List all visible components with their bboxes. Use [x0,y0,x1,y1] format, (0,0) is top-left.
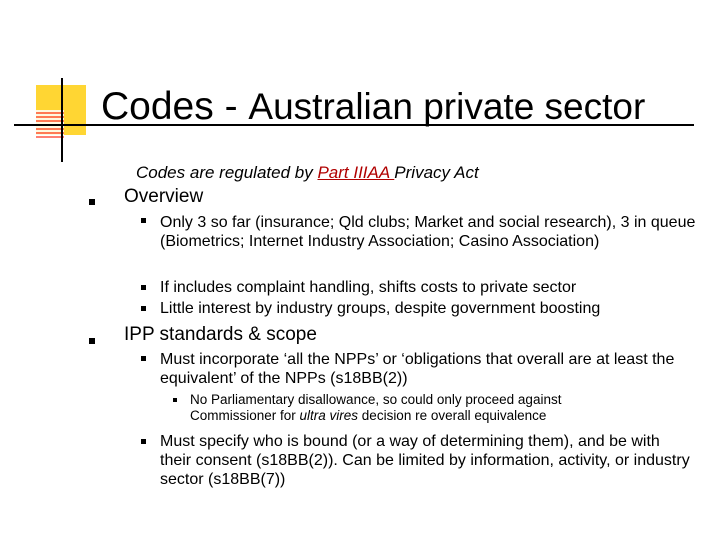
slide-title [101,84,645,129]
bullet-square-icon [141,356,146,361]
bullet-square-icon [141,439,146,444]
subtitle-before: Codes are regulated by [136,163,318,182]
ipp-sub-item-text-1: No Parliamentary disallowance, so could only proceed against Commissioner for [190,392,562,423]
section-heading-overview: Overview [124,186,204,207]
bullet-square-icon [89,338,95,344]
bullet-square-icon [141,285,146,290]
title-part-1: Codes - [101,85,249,128]
ipp-sub-item-text-2: decision re overall equivalence [358,408,547,423]
bullet-square-icon [173,398,177,402]
subtitle-after: Privacy Act [394,163,479,182]
overview-item-2: If includes complaint handling, shifts costs to private sector [160,279,577,296]
ipp-item-2: Must specify who is bound (or a way of determining them), and be with their consent (s18BB(2)). Can be limited by information, activity, or industry sector (s18BB(7)) [160,433,690,488]
bullet-square-icon [141,218,146,223]
bullet-square-icon [89,199,95,205]
subtitle [136,163,479,183]
overview-item-3: Little interest by industry groups, despite government boosting [160,300,601,317]
bullet-square-icon [141,306,146,311]
ipp-sub-item [190,392,650,424]
title-accent-vertical-line [61,78,63,162]
part-iiiaa-link[interactable]: Part IIIAA [317,163,395,182]
overview-item-1: Only 3 so far (insurance; Qld clubs; Market and social research), 3 in queue (Biometrics; Internet Industry Association; Casino Association) [160,214,696,250]
ipp-sub-item-italic: ultra vires [299,408,359,423]
title-part-2: Australian private sector [248,86,646,127]
ipp-item-1: Must incorporate ‘all the NPPs’ or ‘obligations that overall are at least the equivalent’ of the NPPs (s18BB(2)) [160,351,675,387]
section-heading-ipp-standards: IPP standards & scope [124,324,317,345]
